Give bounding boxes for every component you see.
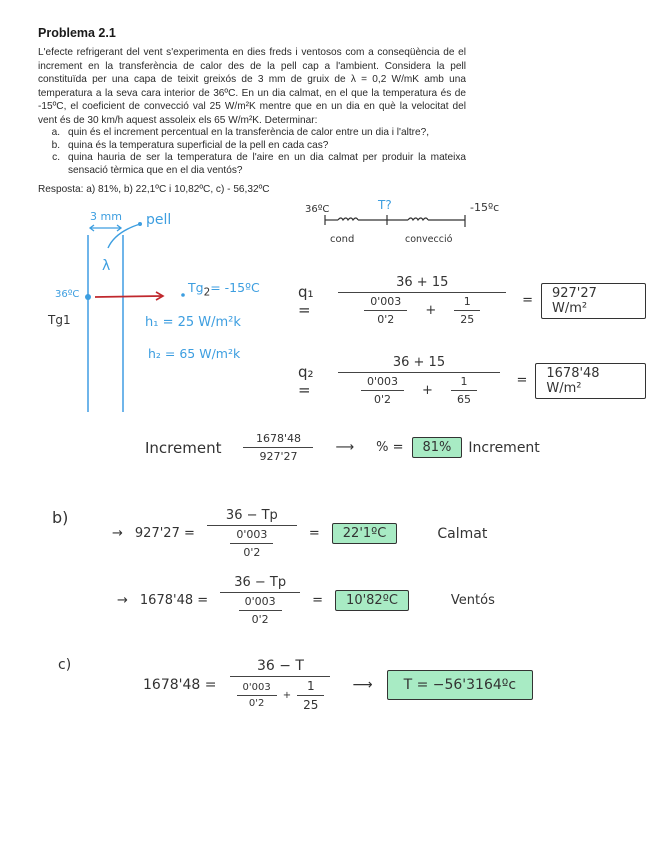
c-num: 36 − T — [256, 658, 304, 674]
circuit-right-temp: -15ºc — [470, 201, 500, 214]
tg1-label: Tg1 — [48, 313, 71, 327]
q1-lhs: q₁ = — [298, 282, 314, 319]
q2-lhs: q₂ = — [298, 362, 314, 399]
q1-den-a-den: 0'2 — [377, 313, 395, 326]
windy-fraction — [220, 575, 300, 626]
arrow-icon: ⟶ — [335, 440, 355, 455]
calm-label: Calmat — [437, 525, 488, 542]
calm-lhs: 927'27 = — [134, 526, 195, 541]
increment-num: 1678'48 — [255, 432, 301, 445]
windy-num: 36 − Tp — [234, 575, 287, 590]
q2-numerator: 36 + 15 — [392, 355, 446, 370]
increment-fraction — [243, 432, 313, 463]
circuit-mid-temp: T? — [378, 198, 392, 212]
windy-lhs: 1678'48 = — [139, 593, 209, 608]
plus-sign: + — [425, 303, 437, 318]
equals-sign: = — [308, 526, 320, 541]
circuit-conv-label: convecció — [405, 234, 453, 245]
c-den-a-num: 0'003 — [242, 682, 271, 693]
q1-denominator — [358, 293, 486, 326]
windy-label: Ventós — [450, 593, 495, 608]
h2-label: h₂ = 65 W/m²k — [148, 346, 241, 361]
percent-lhs: % = — [376, 440, 404, 455]
question-text: quina és la temperatura superficial de la pell en cada cas? — [68, 139, 329, 151]
equation-q2 — [298, 355, 646, 406]
circuit-cond-label: cond — [330, 234, 355, 245]
equation-b-calm — [112, 508, 487, 559]
c-fraction — [230, 658, 330, 712]
windy-result: 10'82ºC — [335, 590, 409, 611]
problem-title: Problema 2.1 — [38, 26, 116, 40]
q1-den-b-num: 1 — [463, 295, 471, 308]
h1-label: h₁ = 25 W/m²k — [145, 315, 241, 330]
c-den-b-den: 25 — [303, 698, 319, 712]
windy-den-den: 0'2 — [251, 613, 269, 626]
calm-den-den: 0'2 — [243, 546, 261, 559]
arrow-icon: → — [112, 526, 123, 541]
calm-num: 36 − Tp — [225, 508, 278, 523]
question-text: quin és el increment percentual en la transferència de calor entre un dia i l'altre?, — [68, 127, 430, 138]
part-b-marker: b) — [52, 508, 69, 527]
lambda-label: λ — [102, 258, 111, 274]
plus-sign: + — [282, 690, 292, 701]
q2-result: 1678'48 W/m² — [535, 363, 646, 399]
q1-numerator: 36 + 15 — [396, 275, 449, 290]
c-den-a-den: 0'2 — [248, 698, 265, 709]
q1-den-b-den: 25 — [460, 313, 475, 326]
q2-den-a-num: 0'003 — [367, 375, 399, 388]
windy-den-num: 0'003 — [244, 595, 276, 608]
equation-q1 — [298, 275, 646, 326]
q2-fraction — [338, 355, 501, 406]
pell-label: pell — [146, 212, 172, 228]
plus-sign: + — [422, 383, 433, 398]
c-lhs: 1678'48 = — [143, 677, 217, 693]
equals-sign: = — [522, 293, 533, 308]
tg2-symbol: Tg — [188, 280, 204, 295]
c-result: T = −56'3164ºc — [387, 670, 534, 700]
increment-den: 927'27 — [259, 450, 298, 463]
increment-label: Increment — [145, 438, 222, 457]
equation-b-windy — [117, 575, 495, 626]
arrow-icon: → — [117, 593, 128, 608]
equation-c — [143, 658, 533, 712]
q2-den-b-num: 1 — [460, 375, 468, 388]
equals-sign: = — [516, 373, 528, 388]
thickness-label: 3 mm — [90, 210, 122, 223]
inner-temp-label: 36ºC — [55, 289, 80, 300]
c-denominator — [231, 677, 331, 712]
increment-suffix: Increment — [468, 439, 540, 456]
q2-den-b-den: 65 — [456, 393, 471, 406]
q1-result: 927'27 W/m² — [541, 283, 646, 319]
circuit-left-temp: 36ºC — [305, 204, 330, 215]
answer-line: Resposta: a) 81%, b) 22,1ºC i 10,82ºC, c) - 56,32ºC — [38, 184, 270, 195]
problem-statement: L'efecte refrigerant del vent s'experimenta en dies freds i ventosos com a conseqüència de el increment en la transferència de calor des de la pell cap a l'ambient. Considera la pell constituïda per una capa de teixit greixós de 3 mm de gruix de λ = 0,2 W/mK amb una temperatura a la seva cara interior de 36ºC. En un dia calmat, en el que la temperatura és de -15ºC, el coeficient de convecció val 25 W/m²K mentre que en un dia en què la velocitat del vent és de 30 km/h aquest assoleix els 65 W/m²K. Determinar: — [38, 47, 466, 126]
tg2-label — [188, 280, 260, 299]
question-text: quina hauria de ser la temperatura de l'aire en un dia calmat per produir la mateixa sensació tèrmica que en el dia ventós? — [68, 152, 466, 176]
c-den-b-num: 1 — [306, 679, 315, 693]
arrow-icon: ⟶ — [352, 677, 373, 693]
q1-den-a-num: 0'003 — [370, 295, 402, 308]
q2-denominator — [355, 373, 483, 406]
question-marker: c. — [52, 152, 60, 163]
question-marker: b. — [51, 139, 60, 151]
calm-den-num: 0'003 — [236, 528, 268, 541]
part-c-marker: c) — [58, 657, 72, 673]
equals-sign: = — [312, 593, 324, 608]
increment-result: 81% — [412, 437, 463, 458]
tg2-value: = -15ºC — [210, 280, 260, 295]
q2-den-a-den: 0'2 — [374, 393, 392, 406]
calm-fraction — [207, 508, 297, 559]
q1-fraction — [338, 275, 506, 326]
tg2-subscript: 2 — [203, 286, 211, 299]
question-marker: a. — [51, 127, 60, 138]
calm-result: 22'1ºC — [332, 523, 398, 544]
increment-line — [145, 432, 540, 463]
